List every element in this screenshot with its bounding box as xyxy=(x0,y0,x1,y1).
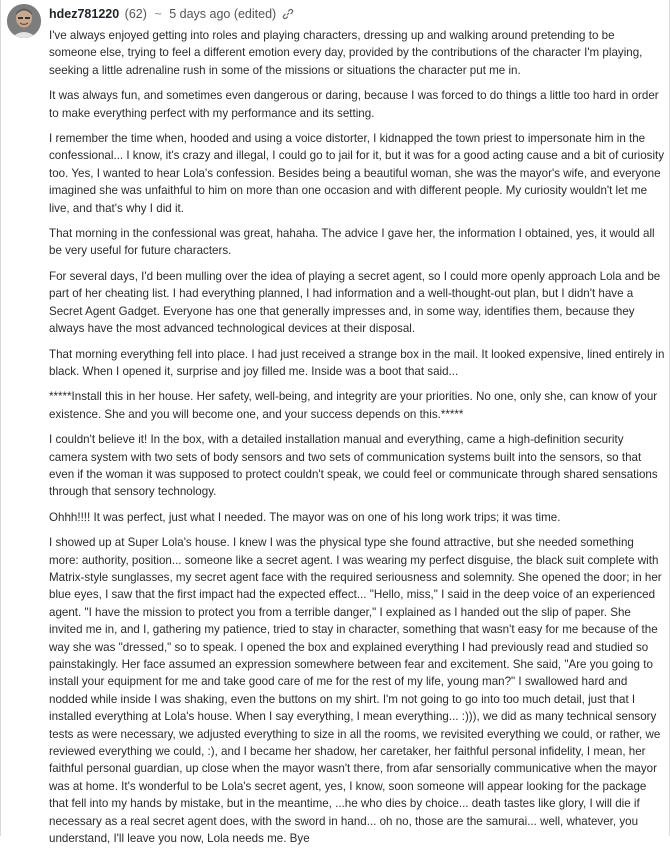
comment-paragraph: That morning in the confessional was great, hahaha. The advice I gave her, the information I obtained, yes, it would all be very useful for future characters. xyxy=(49,227,655,258)
reputation-score: (62) xyxy=(124,7,147,21)
comment-timestamp: 5 days ago (edited) xyxy=(169,7,277,21)
comment-paragraph: I couldn't believe it! In the box, with a detailed installation manual and everything, came a high-definition security camera system with two sets of body sensors and two sets of communication systems built into the sensors, so that even if the woman it was supposed to protect couldn't speak, we could feel or communicate through shared sensations through that sensory technology. xyxy=(49,433,658,499)
comment-paragraph: That morning everything fell into place. I had just received a strange box in the mail. It looked expensive, lined entirely in black. When I opened it, surprise and joy filled me. Inside was a boot that said... xyxy=(49,347,665,378)
username-link[interactable]: hdez781220 xyxy=(49,7,120,21)
comment-paragraph: For several days, I'd been mulling over the idea of playing a secret agent, so I could more openly approach Lola and be part of her cheating list. I had everything planned, I had information and a well-thought-out plan, but I didn't have a Secret Agent Gadget. Everyone has one that generally impresses and, in some way, identifies them, because they always have the most advanced technological devices at their disposal. xyxy=(49,269,661,336)
comment-paragraph: *****Install this in her house. Her safety, well-being, and integrity are your priorities. No one, only she, can know of your existence. She and you will become one, and your success depends on this.***** xyxy=(49,390,658,421)
user-avatar[interactable] xyxy=(7,4,41,38)
comment-paragraph: I've always enjoyed getting into roles and playing characters, dressing up and walking around pretending to be someone else, trying to feel a different emotion every day, provided by the contributions of the character I'm playing, seeking a little adrenaline rush in some of the missions or situations the character put me in. xyxy=(49,29,643,77)
comment-paragraph: Ohhh!!!! It was perfect, just what I needed. The mayor was on one of his long work trips; it was time. xyxy=(49,510,561,524)
header-separator: ~ xyxy=(154,7,162,21)
comment-header xyxy=(49,6,294,24)
link-icon[interactable] xyxy=(282,8,294,24)
comment-paragraph: I showed up at Super Lola's house. I knew I was the physical type she found attractive, but she needed something more: authority, position... someone like a secret agent. I was wearing my perfect disguise, the black suit complete with Matrix-style sunglasses, my secret agent face with the required seriousness and solemnity. She opened the door; in her blue eyes, I saw that the first impact had the expected effect... "Hello, miss," I said in the deep voice of an experienced agent. "I have the mission to protect you from a terrible danger," I explained as I handed out the slip of paper. She invited me in, and I, gathering my patience, tried to stay in character, something that wasn't easy for me because of the way she was "dressed," so to speak. I opened the box and explained everything I had previously read and studied so painstakingly. Her face assumed an expression somewhere between fear and excitement. She said, "Are you going to install your equipment for me and take good care of me for the rest of my life, young man?" I swallowed hard and nodded while inside I was shaking, even the buttons on my shirt. I'm not going to go into too much detail, just that I installed everything at Lola's house. When I say everything, I mean everything... :))), we did as many technical sensory tests as were necessary, we adjusted everything to size in all the rooms, we revisited everything we could, or rather, we reviewed everything we could, :), and I became her shadow, her caretaker, her faithful personal infidelity, I mean, her faithful personal guardian, up close when the mayor wasn't there, from afar sensorially communicative when the mayor was at home. It's wonderful to be Lola's secret agent, yes, I know, soon someone will appear looking for the package that fell into my hands by mistake, but in the meantime, ...he who dies by choice... death tastes like glory, I will die if necessary as a real secret agent does, with the sword in hand... oh no, those are the samurai... well, whatever, you understand, I'll leave you now, Lola needs me. Bye xyxy=(49,536,662,846)
comment-paragraph: It was always fun, and sometimes even dangerous or daring, because I was forced to do things a little too hard in order to make everything perfect with my performance and its setting. xyxy=(49,89,659,120)
comment-paragraph: I remember the time when, hooded and using a voice distorter, I kidnapped the town priest to impersonate him in the confessional... I know, it's crazy and illegal, I could go to jail for it, but it was for a good acting cause and a bit of curiosity too. Yes, I wanted to hear Lola's confession. Besides being a beautiful woman, she was the mayor's wife, and everyone imagined she was unfaithful to him on more than one occasion and with different people. My curiosity wouldn't let me live, and that's why I did it. xyxy=(49,132,665,215)
comment-body xyxy=(49,27,665,855)
